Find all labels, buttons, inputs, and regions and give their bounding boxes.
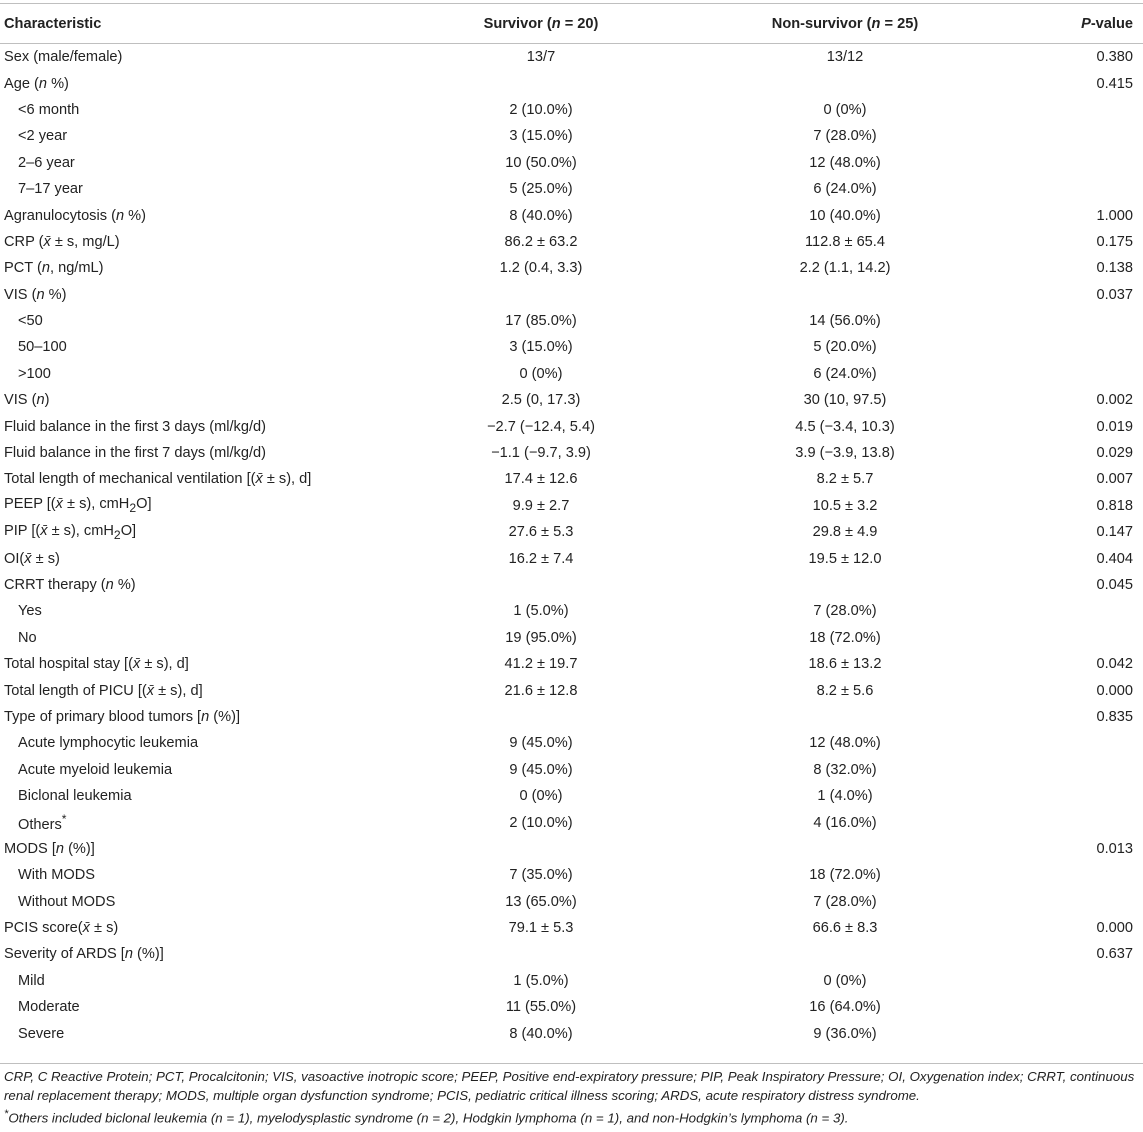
table-row <box>0 862 1143 888</box>
non-survivor-value <box>664 572 1026 598</box>
row-label: Without MODS <box>18 893 116 910</box>
abbreviations-footnote: CRP, C Reactive Protein; PCT, Procalcitonin; VIS, vasoactive inotropic score; PEEP, Positive end-expiratory pressure; PIP, Peak Inspiratory Pressure; OI, Oxygenation index; CRRT, continuous renal replacement therapy; MODS, multiple organ dysfunction syndrome; PCIS, pediatric critical illness scoring; ARDS, acute respiratory distress syndrome. <box>4 1069 1135 1103</box>
row-label: CRRT therapy (n %) <box>4 577 136 593</box>
non-survivor-value: 8 (32.0%) <box>813 761 877 778</box>
non-survivor-value: 29.8 ± 4.9 <box>812 524 878 541</box>
row-label: Total length of PICU [(x̄ ± s), d] <box>4 682 203 699</box>
survivor-value <box>418 704 664 730</box>
non-survivor-value: 2.2 (1.1, 14.2) <box>799 260 891 277</box>
row-label: Yes <box>18 603 42 620</box>
p-value: 0.029 <box>1096 445 1133 462</box>
table-row <box>0 941 1143 967</box>
table-body <box>0 44 1143 1050</box>
row-label: <2 year <box>18 128 68 145</box>
non-survivor-value: 10.5 ± 3.2 <box>812 497 878 514</box>
table-row <box>0 466 1143 492</box>
p-value <box>1026 862 1143 888</box>
row-label: Severity of ARDS [n (%)] <box>4 946 164 963</box>
p-value: 0.415 <box>1096 75 1133 92</box>
table-row <box>0 176 1143 202</box>
row-label: Type of primary blood tumors [n (%)] <box>4 708 241 725</box>
non-survivor-value: 14 (56.0%) <box>809 313 881 330</box>
p-value: 0.019 <box>1096 418 1133 435</box>
row-label: Others* <box>18 812 67 833</box>
non-survivor-value <box>664 836 1026 862</box>
non-survivor-value: 0 (0%) <box>823 101 867 118</box>
table-row <box>0 361 1143 387</box>
non-survivor-value <box>664 70 1026 96</box>
row-label: PIP [(x̄ ± s), cmH$_2$O] <box>4 522 137 542</box>
non-survivor-value: 8.2 ± 5.6 <box>816 682 874 699</box>
survivor-value: −2.7 (−12.4, 5.4) <box>487 418 595 435</box>
survivor-value: 13 (65.0%) <box>505 893 577 910</box>
non-survivor-value: 7 (28.0%) <box>813 603 877 620</box>
survivor-value: 0 (0%) <box>519 788 563 805</box>
survivor-value <box>418 941 664 967</box>
row-label: 50–100 <box>18 339 67 356</box>
survivor-value: 2 (10.0%) <box>509 101 573 118</box>
p-value <box>1026 1020 1143 1049</box>
table-row <box>0 889 1143 915</box>
table-row <box>0 704 1143 730</box>
row-label: PEEP [(x̄ ± s), cmH$_2$O] <box>4 496 152 516</box>
row-label: PCIS score(x̄ ± s) <box>4 920 119 937</box>
footer-divider <box>0 1063 1143 1064</box>
survivor-value <box>418 282 664 308</box>
survivor-value: 1 (5.0%) <box>513 603 569 620</box>
p-value: 1.000 <box>1096 207 1133 224</box>
header-p-value: P-value <box>1026 4 1143 44</box>
table-header <box>0 4 1143 44</box>
table-row <box>0 387 1143 413</box>
survivor-value: 2.5 (0, 17.3) <box>501 392 581 409</box>
table-row <box>0 757 1143 783</box>
row-label: OI(x̄ ± s) <box>4 550 60 567</box>
non-survivor-value: 3.9 (−3.9, 13.8) <box>795 445 895 462</box>
p-value <box>1026 809 1143 835</box>
non-survivor-value: 19.5 ± 12.0 <box>808 550 882 567</box>
non-survivor-value: 18.6 ± 13.2 <box>808 656 882 673</box>
non-survivor-value: 16 (64.0%) <box>809 999 881 1016</box>
row-label: Biclonal leukemia <box>18 788 132 805</box>
p-value: 0.380 <box>1096 49 1133 66</box>
p-value <box>1026 757 1143 783</box>
p-value: 0.404 <box>1096 550 1133 567</box>
p-value: 0.147 <box>1096 524 1133 541</box>
header-row <box>0 4 1143 44</box>
non-survivor-value: 0 (0%) <box>823 972 867 989</box>
p-value: 0.138 <box>1096 260 1133 277</box>
table-row <box>0 968 1143 994</box>
non-survivor-value: 7 (28.0%) <box>813 893 877 910</box>
table-row <box>0 1020 1143 1049</box>
table-row <box>0 255 1143 281</box>
survivor-value: 21.6 ± 12.8 <box>504 682 578 699</box>
header-survivor: Survivor (n = 20) <box>418 4 664 44</box>
survivor-value: 2 (10.0%) <box>509 814 573 831</box>
table-row <box>0 625 1143 651</box>
survivor-value <box>418 836 664 862</box>
survivor-value: 1 (5.0%) <box>513 972 569 989</box>
row-label: No <box>18 629 37 646</box>
survivor-value: 8 (40.0%) <box>509 207 573 224</box>
table-row <box>0 915 1143 941</box>
survivor-value <box>418 70 664 96</box>
table-row <box>0 809 1143 835</box>
row-label: Fluid balance in the first 3 days (ml/kg/d) <box>4 418 266 435</box>
table-footnotes <box>4 1067 1138 1127</box>
table-row <box>0 308 1143 334</box>
row-label: 7–17 year <box>18 181 83 198</box>
survivor-value: 11 (55.0%) <box>505 999 577 1016</box>
non-survivor-value: 13/12 <box>826 49 864 66</box>
survivor-value: 9 (45.0%) <box>509 761 573 778</box>
table-row <box>0 545 1143 571</box>
survivor-value: 9 (45.0%) <box>509 735 573 752</box>
table-row <box>0 598 1143 624</box>
row-label: CRP (x̄ ± s, mg/L) <box>4 233 120 250</box>
row-label: <6 month <box>18 101 80 118</box>
p-value <box>1026 994 1143 1020</box>
p-value: 0.013 <box>1096 840 1133 857</box>
row-label: Acute myeloid leukemia <box>18 761 173 778</box>
row-label: PCT (n, ng/mL) <box>4 260 104 277</box>
survivor-value: 1.2 (0.4, 3.3) <box>499 260 583 277</box>
non-survivor-value: 10 (40.0%) <box>809 207 881 224</box>
non-survivor-value: 6 (24.0%) <box>813 181 877 198</box>
survivor-value: 19 (95.0%) <box>505 629 577 646</box>
survivor-value: 5 (25.0%) <box>509 181 573 198</box>
p-value <box>1026 889 1143 915</box>
table-row <box>0 229 1143 255</box>
survivor-value: 3 (15.0%) <box>509 128 573 145</box>
non-survivor-value: 112.8 ± 65.4 <box>805 233 885 250</box>
characteristics-table <box>0 3 1143 1050</box>
non-survivor-value: 12 (48.0%) <box>809 735 881 752</box>
table-row <box>0 440 1143 466</box>
row-label: Total hospital stay [(x̄ ± s), d] <box>4 656 189 673</box>
p-value <box>1026 598 1143 624</box>
p-value: 0.042 <box>1096 656 1133 673</box>
row-label: With MODS <box>18 867 96 884</box>
header-characteristic: Characteristic <box>0 4 418 44</box>
p-value <box>1026 334 1143 360</box>
row-label: Agranulocytosis (n %) <box>4 207 146 224</box>
non-survivor-value: 4.5 (−3.4, 10.3) <box>795 418 895 435</box>
p-value <box>1026 308 1143 334</box>
survivor-value <box>418 572 664 598</box>
p-value <box>1026 176 1143 202</box>
survivor-value: 10 (50.0%) <box>505 154 577 171</box>
non-survivor-value <box>664 282 1026 308</box>
p-value <box>1026 625 1143 651</box>
survivor-value: 79.1 ± 5.3 <box>508 920 574 937</box>
survivor-value: −1.1 (−9.7, 3.9) <box>491 445 591 462</box>
row-label: Total length of mechanical ventilation [(x̄ ± s), d] <box>4 471 312 488</box>
header-non-survivor: Non-survivor (n = 25) <box>664 4 1026 44</box>
p-value: 0.007 <box>1096 471 1133 488</box>
survivor-value: 86.2 ± 63.2 <box>504 233 578 250</box>
non-survivor-value: 30 (10, 97.5) <box>803 392 887 409</box>
survivor-value: 9.9 ± 2.7 <box>512 497 570 514</box>
p-value: 0.637 <box>1096 946 1133 963</box>
non-survivor-value <box>664 941 1026 967</box>
non-survivor-value: 66.6 ± 8.3 <box>812 920 878 937</box>
p-value: 0.835 <box>1096 708 1133 725</box>
non-survivor-value: 12 (48.0%) <box>809 154 881 171</box>
row-label: Fluid balance in the first 7 days (ml/kg/d) <box>4 445 266 462</box>
table-row <box>0 493 1143 519</box>
p-value <box>1026 123 1143 149</box>
p-value <box>1026 968 1143 994</box>
p-value <box>1026 150 1143 176</box>
p-value: 0.037 <box>1096 286 1133 303</box>
p-value <box>1026 783 1143 809</box>
table-row <box>0 44 1143 71</box>
table-row <box>0 334 1143 360</box>
p-value: 0.000 <box>1096 682 1133 699</box>
survivor-value: 7 (35.0%) <box>509 867 573 884</box>
row-label: Acute lymphocytic leukemia <box>18 735 199 752</box>
row-label: Severe <box>18 1025 65 1042</box>
p-value: 0.000 <box>1096 920 1133 937</box>
table-row <box>0 413 1143 439</box>
non-survivor-value: 18 (72.0%) <box>809 629 881 646</box>
p-value <box>1026 361 1143 387</box>
survivor-value: 17 (85.0%) <box>505 313 577 330</box>
row-label: VIS (n %) <box>4 286 67 303</box>
table-row <box>0 836 1143 862</box>
survivor-value: 27.6 ± 5.3 <box>508 524 574 541</box>
survivor-value: 3 (15.0%) <box>509 339 573 356</box>
others-footnote: *Others included biclonal leukemia (n = 1), myelodysplastic syndrome (n = 2), Hodgkin lymphoma (n = 1), and non-Hodgkin’s lymphoma (n = 3). <box>4 1108 849 1126</box>
row-label: Sex (male/female) <box>4 49 123 66</box>
survivor-value: 13/7 <box>526 49 556 66</box>
non-survivor-value: 18 (72.0%) <box>809 867 881 884</box>
table-row <box>0 150 1143 176</box>
row-label: Moderate <box>18 999 80 1016</box>
non-survivor-value: 5 (20.0%) <box>813 339 877 356</box>
non-survivor-value <box>664 704 1026 730</box>
survivor-value: 41.2 ± 19.7 <box>504 656 578 673</box>
p-value: 0.175 <box>1096 233 1133 250</box>
table-row <box>0 70 1143 96</box>
p-value <box>1026 730 1143 756</box>
table-row <box>0 651 1143 677</box>
non-survivor-value: 8.2 ± 5.7 <box>816 471 874 488</box>
table-row <box>0 783 1143 809</box>
table-row <box>0 202 1143 228</box>
table-row <box>0 994 1143 1020</box>
table-row <box>0 282 1143 308</box>
non-survivor-value: 9 (36.0%) <box>813 1025 877 1042</box>
p-value <box>1026 97 1143 123</box>
survivor-value: 16.2 ± 7.4 <box>508 550 574 567</box>
row-label: VIS (n) <box>4 392 50 409</box>
table-row <box>0 97 1143 123</box>
row-label: Mild <box>18 972 45 989</box>
row-label: MODS [n (%)] <box>4 840 95 857</box>
survivor-value: 8 (40.0%) <box>509 1025 573 1042</box>
table-row <box>0 123 1143 149</box>
p-value: 0.818 <box>1096 497 1133 514</box>
non-survivor-value: 7 (28.0%) <box>813 128 877 145</box>
row-label: Age (n %) <box>4 75 69 92</box>
row-label: 2–6 year <box>18 154 75 171</box>
row-label: >100 <box>18 365 51 382</box>
table-row <box>0 677 1143 703</box>
table-row <box>0 572 1143 598</box>
table-row <box>0 519 1143 545</box>
p-value: 0.045 <box>1096 577 1133 593</box>
p-value: 0.002 <box>1096 392 1133 409</box>
survivor-value: 17.4 ± 12.6 <box>504 471 578 488</box>
row-label: <50 <box>18 313 43 330</box>
non-survivor-value: 6 (24.0%) <box>813 365 877 382</box>
non-survivor-value: 1 (4.0%) <box>817 788 873 805</box>
non-survivor-value: 4 (16.0%) <box>813 814 877 831</box>
table-row <box>0 730 1143 756</box>
survivor-value: 0 (0%) <box>519 365 563 382</box>
